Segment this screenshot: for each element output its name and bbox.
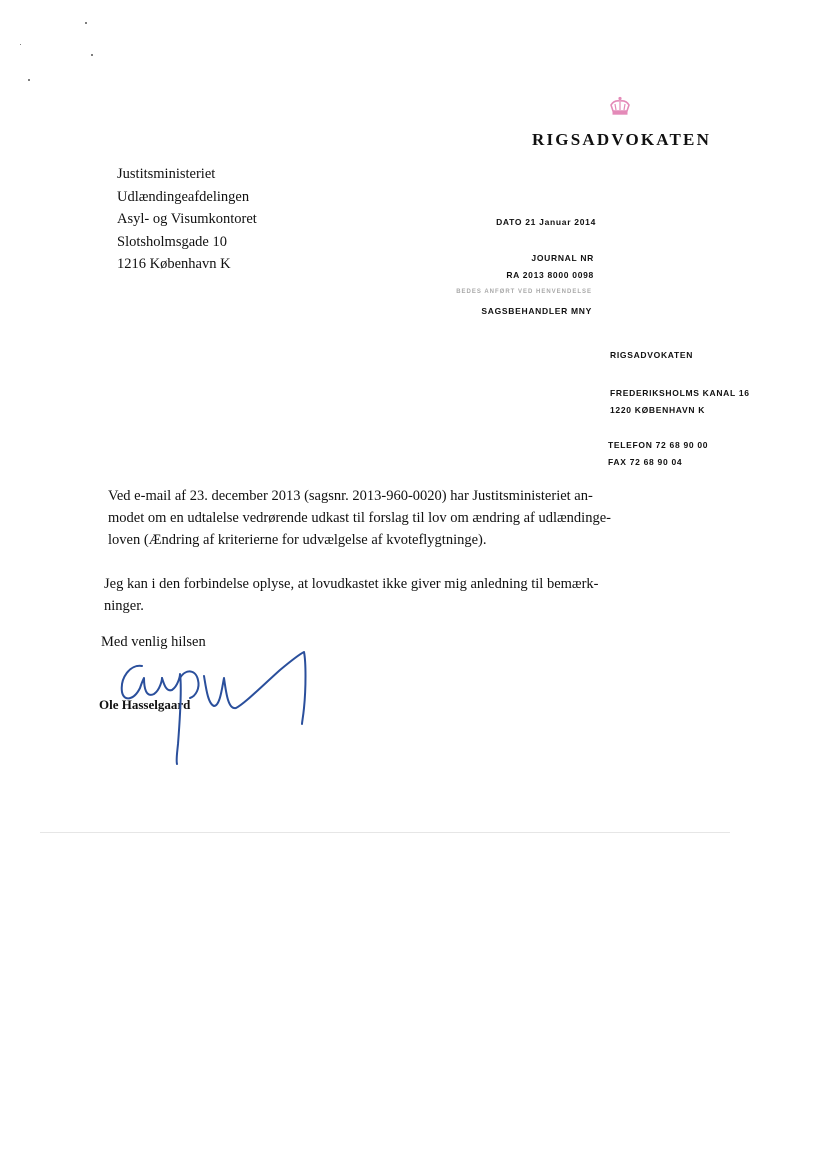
- recipient-address: [117, 163, 257, 276]
- body-line: Ved e-mail af 23. december 2013 (sagsnr. 2013-960-0020) har Justitsministeriet an-: [108, 488, 593, 504]
- recipient-line: Asyl- og Visumkontoret: [117, 211, 257, 227]
- caseworker: SAGSBEHANDLER MNY: [481, 306, 592, 316]
- body-line: Jeg kan i den forbindelse oplyse, at lovudkastet ikke giver mig anledning til bemærk-: [104, 576, 599, 592]
- closing-greeting: Med venlig hilsen: [101, 634, 206, 650]
- signer-name: Ole Hasselgaard: [99, 697, 191, 712]
- reference-note: BEDES ANFØRT VED HENVENDELSE: [456, 289, 592, 295]
- footer-rule: [40, 832, 730, 833]
- body-paragraph-1: [108, 485, 611, 551]
- scan-speck: [85, 22, 87, 24]
- handwritten-signature: [100, 648, 320, 768]
- body-line: loven (Ændring af kriterierne for udvælgelse af kvoteflygtninge).: [108, 532, 487, 548]
- recipient-line: Slotsholmsgade 10: [117, 233, 227, 250]
- journal-label: JOURNAL NR: [531, 253, 594, 263]
- crown-icon: [608, 96, 632, 118]
- organization-title: RIGSADVOKATEN: [532, 130, 712, 149]
- body-paragraph-2: [104, 573, 599, 617]
- letter-date: DATO 21 Januar 2014: [496, 217, 596, 227]
- recipient-line: Udlændingeafdelingen: [117, 188, 250, 205]
- body-line: ninger.: [104, 598, 144, 614]
- recipient-line: Justitsministeriet: [117, 166, 216, 182]
- scan-speck: [20, 44, 21, 45]
- scan-speck: [28, 79, 30, 81]
- recipient-line: 1216 København K: [117, 256, 231, 272]
- sender-phone: TELEFON 72 68 90 00: [608, 440, 709, 450]
- body-line: modet om en udtalelse vedrørende udkast til forslag til lov om ændring af udlændinge-: [108, 510, 611, 526]
- scan-speck: [91, 54, 93, 56]
- sender-city: 1220 KØBENHAVN K: [610, 405, 706, 415]
- sender-street: FREDERIKSHOLMS KANAL 16: [610, 388, 750, 398]
- sender-fax: FAX 72 68 90 04: [608, 457, 683, 467]
- journal-number: RA 2013 8000 0098: [506, 270, 594, 280]
- sender-name: RIGSADVOKATEN: [610, 350, 694, 360]
